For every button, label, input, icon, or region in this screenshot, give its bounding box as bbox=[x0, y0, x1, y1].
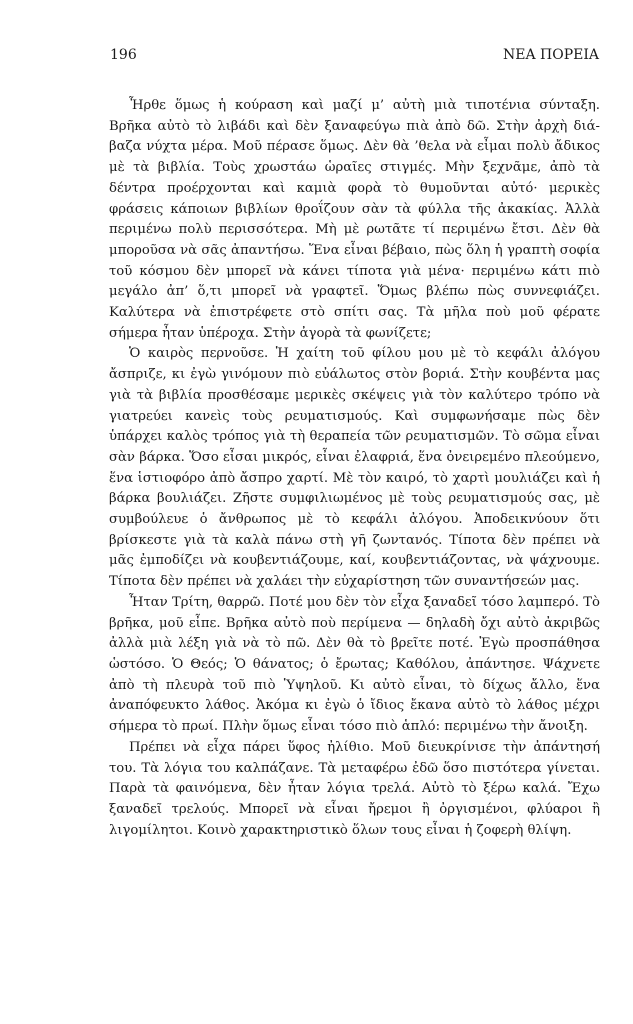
paragraph-2: Ὁ καιρὸς περνοῦσε. Ἡ χαίτη τοῦ φίλου μου μὲ τὸ κεφάλι ἀλόγου ἄσπριζε, κι ἐγὼ γινόμουν πιὸ εὐάλωτος στὸν βοριά. Στὴν κουβέντα μας γιὰ τὰ βιβλία προσθέσαμε μερικὲς σκέψεις γιὰ τὸν καλύτερο τρόπο νὰ γιατρεύει κανεὶς τοὺς ρευματισμούς. Καὶ συμφωνήσαμε πὼς δὲν ὑπάρχει καλὸς τρόπος γιὰ τὴ θεραπεία τῶν ρευματισμῶν. Τὸ σῶμα εἶναι σὰν βάρκα. Ὅσο εἶσαι μικρός, εἶναι ἐλαφριά, ἕνα ὀνειρεμένο πλεούμενο, ἕνα ἱστιοφόρο ἀπὸ ἄσπρο χαρτί. Μὲ τὸν καιρό, τὸ χαρτὶ μουλιάζει καὶ ἡ βάρκα βουλιάζει. Ζῆστε συμφιλιωμένος μὲ τοὺς ρευματισμούς σας, μὲ συμβούλευε ὁ ἄνθρωπος μὲ τὸ κεφάλι ἀλόγου. Ἀποδεικνύουν ὅτι βρίσκεστε γιὰ τὰ καλὰ πάνω στὴ γῆ ζωντανός. Τίποτα δὲν πρέπει νὰ μᾶς ἐμποδίζει νὰ κουβεντιάζουμε, καί, κουβεντιάζοντας, νὰ ψάχνουμε. Τίποτα δὲν πρέπει νὰ χαλάει τὴν εὐχαρίστηση τῶν συναντήσεών μας. bbox=[109, 346, 600, 590]
paragraph-3: Ἦταν Τρίτη, θαρρῶ. Ποτέ μου δὲν τὸν εἶχα ξαναδεῖ τόσο λαμπερό. Τὸ βρῆκα, μοῦ εἶπε. Βρῆκα αὐτὸ ποὺ περίμενα — δηλαδὴ ὄχι αὐτὸ ἀκριβῶς ἀλλὰ μιὰ λέξη γιὰ νὰ τὸ πῶ. Δὲν θὰ τὸ βρεῖτε ποτέ. Ἐγὼ προσπάθησα ὡστόσο. Ὁ Θεός; Ὁ θάνατος; ὁ ἔρωτας; Καθόλου, ἀπάντησε. Ψάχνετε ἀπὸ τὴ πλευρὰ τοῦ πιὸ Ὑψηλοῦ. Κι αὐτὸ εἶναι, τὸ δίχως ἄλλο, ἕνα ἀναπόφευκτο λάθος. Ἀκόμα κι ἐγὼ ὁ ἴδιος ἔκανα αὐτὸ τὸ λάθος μέχρι σήμερα τὸ πρωί. Πλὴν ὅμως εἶναι τόσο πιὸ ἁπλό: περιμένω τὴν ἄνοιξη. bbox=[109, 594, 600, 735]
paragraph-4: Πρέπει νὰ εἶχα πάρει ὕφος ἠλίθιο. Μοῦ διευκρίνισε τὴν ἀπάντησή του. Τὰ λόγια του καλπάζανε. Τὰ μεταφέρω ἐδῶ ὅσο πιστότερα γίνεται. Παρὰ τὰ φαινόμενα, δὲν ἦταν λόγια τρελά. Αὐτὸ τὸ ξέρω καλά. Ἔχω ξαναδεῖ τρελούς. Μπορεῖ νὰ εἶναι ἤρεμοι ἢ ὀργισμένοι, φλύαροι ἢ λιγομίλητοι. Κοινὸ χαρακτηριστικὸ ὅλων τους εἶναι ἡ ζοφερὴ θλίψη. bbox=[109, 739, 600, 838]
running-title: ΝΕΑ ΠΟΡΕΙΑ bbox=[503, 47, 599, 63]
body-text bbox=[109, 96, 600, 841]
paragraph-1: Ἦρθε ὅμως ἡ κούραση καὶ μαζί μ’ αὐτὴ μιὰ τιποτένια σύνταξη. Βρῆκα αὐτὸ τὸ λιβάδι καὶ δὲν ξαναφεύγω πιὰ ἀπὸ δῶ. Στὴν ἀρχὴ διάβαζα νύχτα μέρα. Μοῦ πέρασε ὅμως. Δὲν θὰ ’θελα νὰ εἶμαι πολὺ ἄδικος μὲ τὰ βιβλία. Τοὺς χρωστάω ὡραῖες στιγμές. Μὴν ξεχνᾶμε, ἀπὸ τὰ δέντρα προέρχονται καὶ καμιὰ φορὰ τὸ θυμοῦνται αὐτό· μερικὲς φράσεις κάποιων βιβλίων θροΐζουν σὰν τὰ φύλλα τῆς ἀκακίας. Ἀλλὰ περιμένω πολὺ περισσότερα. Μὴ μὲ ρωτᾶτε τί περιμένω ἔτσι. Δὲν θὰ μποροῦσα νὰ σᾶς ἀπαντήσω. Ἕνα εἶναι βέβαιο, πὼς ὅλη ἡ γραπτὴ σοφία τοῦ κόσμου δὲν μπορεῖ νὰ κάνει τίποτα γιὰ μένα· περιμένω κάτι πιὸ μεγάλο ἀπ’ ὅ,τι μπορεῖ νὰ γραφτεῖ. Ὅμως βλέπω πὼς συννεφιάζει. Καλύτερα νὰ ἐπιστρέφετε στὸ σπίτι σας. Τὰ μῆλα ποὺ μοῦ φέρατε σήμερα ἦταν ὑπέροχα. Στὴν ἀγορὰ τὰ φωνίζετε; bbox=[109, 98, 600, 341]
page-number: 196 bbox=[110, 47, 137, 63]
page-header bbox=[110, 47, 599, 63]
